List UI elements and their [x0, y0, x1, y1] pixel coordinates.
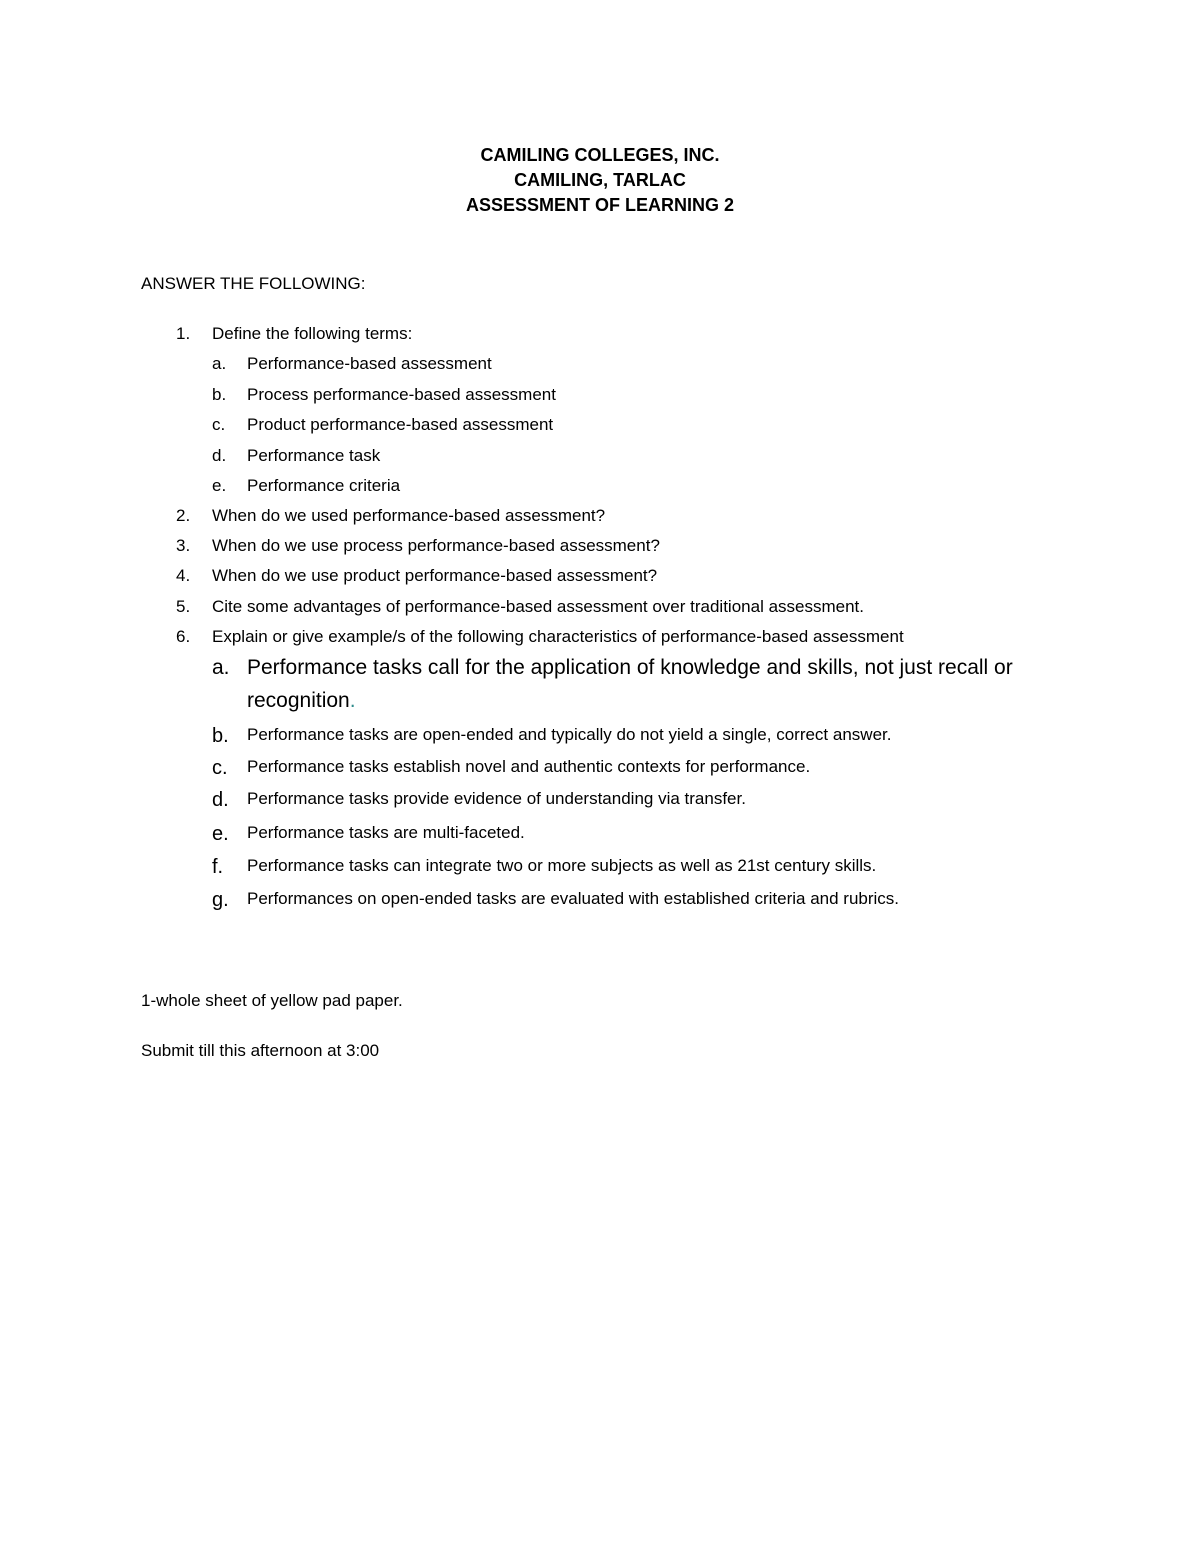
question-number: 4.: [176, 566, 191, 585]
school-location: CAMILING, TARLAC: [514, 170, 686, 190]
question-number: 6.: [176, 627, 191, 646]
sub-text: Process performance-based assessment: [247, 385, 556, 404]
question-text: Explain or give example/s of the following characteristics of performance-based assessment: [212, 627, 904, 646]
sub-text: Product performance-based assessment: [247, 415, 554, 434]
sub-marker: c.: [212, 415, 226, 434]
sub-marker: b.: [212, 725, 229, 747]
sub-text: Performance tasks establish novel and authentic contexts for performance.: [247, 757, 811, 776]
sub-marker: e.: [212, 823, 229, 845]
sub-text-line1: Performance tasks call for the application of knowledge and skills, not just recall or: [247, 656, 1013, 679]
question-number: 1.: [176, 324, 191, 343]
school-name: CAMILING COLLEGES, INC.: [480, 145, 720, 165]
question-number: 5.: [176, 597, 191, 616]
sub-marker: a.: [212, 354, 227, 373]
footer-note-deadline: Submit till this afternoon at 3:00: [141, 1041, 380, 1060]
sub-text: Performance tasks are open-ended and typically do not yield a single, correct answer.: [247, 725, 892, 744]
sub-text: Performance tasks can integrate two or more subjects as well as 21st century skills.: [247, 856, 877, 875]
question-number: 2.: [176, 506, 191, 525]
sub-text-word: recognition: [247, 689, 350, 712]
subject-title: ASSESSMENT OF LEARNING 2: [465, 195, 735, 215]
sub-text: Performances on open-ended tasks are evaluated with established criteria and rubrics.: [247, 889, 900, 908]
sub-marker: b.: [212, 385, 227, 404]
question-number: 3.: [176, 536, 191, 555]
question-text: When do we use process performance-based assessment?: [212, 536, 660, 555]
sub-text: Performance criteria: [247, 476, 401, 495]
sub-text: Performance task: [247, 446, 381, 465]
sub-marker: a.: [212, 656, 230, 679]
sub-marker: c.: [212, 757, 228, 779]
question-text: Cite some advantages of performance-based assessment over traditional assessment.: [212, 597, 864, 616]
document-header: [0, 143, 1200, 218]
sub-text: Performance-based assessment: [247, 354, 492, 373]
sub-text: Performance tasks are multi-faceted.: [247, 823, 525, 842]
question-text: When do we use product performance-based assessment?: [212, 566, 658, 585]
sub-marker: d.: [212, 789, 229, 811]
sub-marker: g.: [212, 889, 229, 911]
footer-note-paper: 1-whole sheet of yellow pad paper.: [141, 991, 403, 1010]
sub-text: Performance tasks provide evidence of understanding via transfer.: [247, 789, 746, 808]
sub-marker: f.: [212, 856, 224, 878]
instruction-text: ANSWER THE FOLLOWING:: [141, 274, 366, 293]
sub-marker: e.: [212, 476, 227, 495]
question-text: Define the following terms:: [212, 324, 413, 343]
sub-text-line2: [247, 689, 356, 713]
sub-text-period: .: [349, 689, 356, 712]
question-text: When do we used performance-based assessment?: [212, 506, 606, 525]
sub-marker: d.: [212, 446, 227, 465]
